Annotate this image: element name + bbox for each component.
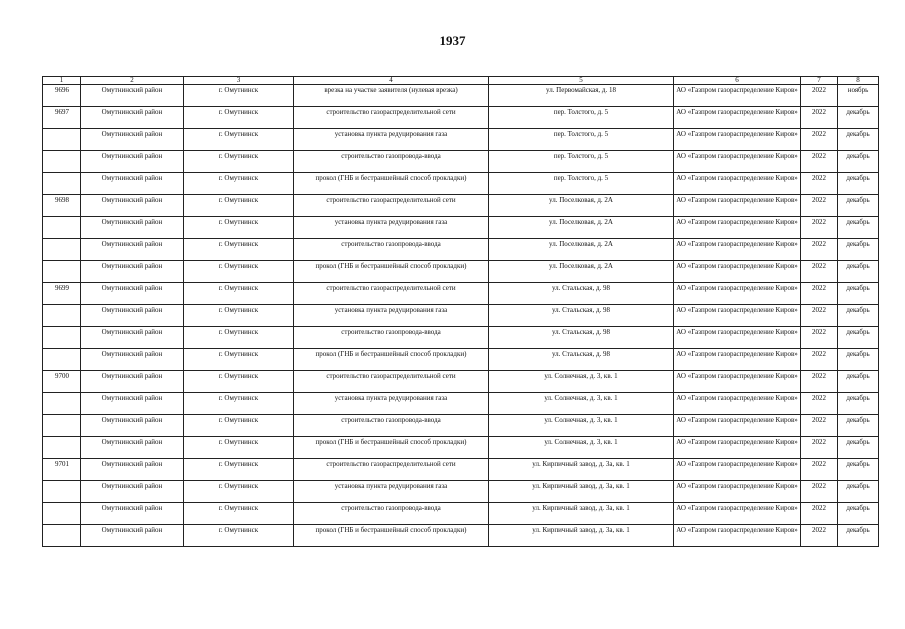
month-cell: декабрь bbox=[838, 503, 879, 525]
organization-cell: АО «Газпром газораспределение Киров» bbox=[674, 305, 801, 327]
row-number-cell: 9700 bbox=[43, 371, 81, 393]
year-cell: 2022 bbox=[801, 415, 838, 437]
table-row bbox=[43, 239, 879, 261]
address-cell: ул. Солнечная, д. 3, кв. 1 bbox=[489, 437, 674, 459]
town-cell: г. Омутнинск bbox=[184, 437, 294, 459]
work-type-cell: строительство газопровода-ввода bbox=[294, 503, 489, 525]
town-cell: г. Омутнинск bbox=[184, 481, 294, 503]
address-cell: ул. Стальская, д. 98 bbox=[489, 283, 674, 305]
organization-cell: АО «Газпром газораспределение Киров» bbox=[674, 525, 801, 547]
row-number-cell: 9697 bbox=[43, 107, 81, 129]
month-cell: декабрь bbox=[838, 525, 879, 547]
table-row bbox=[43, 327, 879, 349]
table-row bbox=[43, 173, 879, 195]
address-cell: ул. Стальская, д. 98 bbox=[489, 305, 674, 327]
row-number-cell bbox=[43, 239, 81, 261]
work-type-cell: строительство газораспределительной сети bbox=[294, 195, 489, 217]
work-type-cell: установка пункта редуцирования газа bbox=[294, 129, 489, 151]
month-cell: декабрь bbox=[838, 415, 879, 437]
year-cell: 2022 bbox=[801, 217, 838, 239]
district-cell: Омутнинский район bbox=[81, 85, 184, 107]
table-row bbox=[43, 415, 879, 437]
address-cell: ул. Солнечная, д. 3, кв. 1 bbox=[489, 393, 674, 415]
organization-cell: АО «Газпром газораспределение Киров» bbox=[674, 173, 801, 195]
town-cell: г. Омутнинск bbox=[184, 525, 294, 547]
organization-cell: АО «Газпром газораспределение Киров» bbox=[674, 503, 801, 525]
district-cell: Омутнинский район bbox=[81, 437, 184, 459]
town-cell: г. Омутнинск bbox=[184, 327, 294, 349]
row-number-cell bbox=[43, 525, 81, 547]
table-row bbox=[43, 371, 879, 393]
header-col-8: 8 bbox=[838, 77, 879, 85]
row-number-cell bbox=[43, 481, 81, 503]
district-cell: Омутнинский район bbox=[81, 305, 184, 327]
district-cell: Омутнинский район bbox=[81, 151, 184, 173]
town-cell: г. Омутнинск bbox=[184, 85, 294, 107]
page-number: 1937 bbox=[439, 33, 466, 48]
organization-cell: АО «Газпром газораспределение Киров» bbox=[674, 481, 801, 503]
table-row bbox=[43, 393, 879, 415]
row-number-cell bbox=[43, 327, 81, 349]
organization-cell: АО «Газпром газораспределение Киров» bbox=[674, 239, 801, 261]
row-number-cell bbox=[43, 503, 81, 525]
organization-cell: АО «Газпром газораспределение Киров» bbox=[674, 85, 801, 107]
address-cell: ул. Поселковая, д. 2А bbox=[489, 261, 674, 283]
address-cell: ул. Кирпичный завод, д. 3а, кв. 1 bbox=[489, 481, 674, 503]
year-cell: 2022 bbox=[801, 437, 838, 459]
works-table bbox=[42, 76, 879, 547]
work-type-cell: строительство газораспределительной сети bbox=[294, 459, 489, 481]
town-cell: г. Омутнинск bbox=[184, 261, 294, 283]
row-number-cell: 9699 bbox=[43, 283, 81, 305]
town-cell: г. Омутнинск bbox=[184, 151, 294, 173]
town-cell: г. Омутнинск bbox=[184, 459, 294, 481]
year-cell: 2022 bbox=[801, 459, 838, 481]
month-cell: декабрь bbox=[838, 437, 879, 459]
district-cell: Омутнинский район bbox=[81, 481, 184, 503]
work-type-cell: установка пункта редуцирования газа bbox=[294, 393, 489, 415]
year-cell: 2022 bbox=[801, 525, 838, 547]
month-cell: декабрь bbox=[838, 305, 879, 327]
town-cell: г. Омутнинск bbox=[184, 305, 294, 327]
year-cell: 2022 bbox=[801, 195, 838, 217]
table-row bbox=[43, 349, 879, 371]
town-cell: г. Омутнинск bbox=[184, 503, 294, 525]
table-row bbox=[43, 261, 879, 283]
address-cell: ул. Солнечная, д. 3, кв. 1 bbox=[489, 415, 674, 437]
district-cell: Омутнинский район bbox=[81, 415, 184, 437]
address-cell: ул. Кирпичный завод, д. 3а, кв. 1 bbox=[489, 503, 674, 525]
year-cell: 2022 bbox=[801, 151, 838, 173]
row-number-cell bbox=[43, 217, 81, 239]
town-cell: г. Омутнинск bbox=[184, 195, 294, 217]
district-cell: Омутнинский район bbox=[81, 503, 184, 525]
month-cell: ноябрь bbox=[838, 85, 879, 107]
table-row bbox=[43, 459, 879, 481]
row-number-cell bbox=[43, 415, 81, 437]
town-cell: г. Омутнинск bbox=[184, 107, 294, 129]
organization-cell: АО «Газпром газораспределение Киров» bbox=[674, 195, 801, 217]
year-cell: 2022 bbox=[801, 481, 838, 503]
header-col-6: 6 bbox=[674, 77, 801, 85]
district-cell: Омутнинский район bbox=[81, 283, 184, 305]
year-cell: 2022 bbox=[801, 305, 838, 327]
address-cell: пер. Толстого, д. 5 bbox=[489, 151, 674, 173]
row-number-cell bbox=[43, 129, 81, 151]
year-cell: 2022 bbox=[801, 107, 838, 129]
month-cell: декабрь bbox=[838, 393, 879, 415]
table-row bbox=[43, 151, 879, 173]
month-cell: декабрь bbox=[838, 239, 879, 261]
address-cell: ул. Поселковая, д. 2А bbox=[489, 217, 674, 239]
year-cell: 2022 bbox=[801, 239, 838, 261]
organization-cell: АО «Газпром газораспределение Киров» bbox=[674, 437, 801, 459]
work-type-cell: установка пункта редуцирования газа bbox=[294, 305, 489, 327]
address-cell: ул. Поселковая, д. 2А bbox=[489, 195, 674, 217]
header-col-5: 5 bbox=[489, 77, 674, 85]
work-type-cell: прокол (ГНБ и бестраншейный способ прокладки) bbox=[294, 261, 489, 283]
town-cell: г. Омутнинск bbox=[184, 349, 294, 371]
header-col-2: 2 bbox=[81, 77, 184, 85]
table-body bbox=[43, 85, 879, 547]
district-cell: Омутнинский район bbox=[81, 107, 184, 129]
district-cell: Омутнинский район bbox=[81, 393, 184, 415]
month-cell: декабрь bbox=[838, 129, 879, 151]
work-type-cell: установка пункта редуцирования газа bbox=[294, 481, 489, 503]
table-row bbox=[43, 525, 879, 547]
table-row bbox=[43, 481, 879, 503]
work-type-cell: строительство газораспределительной сети bbox=[294, 107, 489, 129]
row-number-cell bbox=[43, 305, 81, 327]
work-type-cell: строительство газопровода-ввода bbox=[294, 239, 489, 261]
address-cell: ул. Кирпичный завод, д. 3а, кв. 1 bbox=[489, 525, 674, 547]
address-cell: пер. Толстого, д. 5 bbox=[489, 129, 674, 151]
district-cell: Омутнинский район bbox=[81, 349, 184, 371]
address-cell: пер. Толстого, д. 5 bbox=[489, 173, 674, 195]
row-number-cell bbox=[43, 393, 81, 415]
address-cell: ул. Стальская, д. 98 bbox=[489, 349, 674, 371]
district-cell: Омутнинский район bbox=[81, 129, 184, 151]
month-cell: декабрь bbox=[838, 481, 879, 503]
work-type-cell: строительство газопровода-ввода bbox=[294, 327, 489, 349]
organization-cell: АО «Газпром газораспределение Киров» bbox=[674, 129, 801, 151]
month-cell: декабрь bbox=[838, 371, 879, 393]
district-cell: Омутнинский район bbox=[81, 261, 184, 283]
town-cell: г. Омутнинск bbox=[184, 371, 294, 393]
address-cell: ул. Поселковая, д. 2А bbox=[489, 239, 674, 261]
organization-cell: АО «Газпром газораспределение Киров» bbox=[674, 459, 801, 481]
year-cell: 2022 bbox=[801, 371, 838, 393]
address-cell: пер. Толстого, д. 5 bbox=[489, 107, 674, 129]
month-cell: декабрь bbox=[838, 349, 879, 371]
town-cell: г. Омутнинск bbox=[184, 393, 294, 415]
work-type-cell: прокол (ГНБ и бестраншейный способ прокладки) bbox=[294, 173, 489, 195]
table-row bbox=[43, 217, 879, 239]
table-row bbox=[43, 195, 879, 217]
header-col-3: 3 bbox=[184, 77, 294, 85]
table-row bbox=[43, 283, 879, 305]
work-type-cell: установка пункта редуцирования газа bbox=[294, 217, 489, 239]
header-col-7: 7 bbox=[801, 77, 838, 85]
month-cell: декабрь bbox=[838, 195, 879, 217]
work-type-cell: строительство газораспределительной сети bbox=[294, 283, 489, 305]
organization-cell: АО «Газпром газораспределение Киров» bbox=[674, 415, 801, 437]
row-number-cell bbox=[43, 173, 81, 195]
year-cell: 2022 bbox=[801, 261, 838, 283]
town-cell: г. Омутнинск bbox=[184, 239, 294, 261]
work-type-cell: прокол (ГНБ и бестраншейный способ прокладки) bbox=[294, 437, 489, 459]
district-cell: Омутнинский район bbox=[81, 371, 184, 393]
table-row bbox=[43, 437, 879, 459]
year-cell: 2022 bbox=[801, 327, 838, 349]
district-cell: Омутнинский район bbox=[81, 525, 184, 547]
header-row bbox=[43, 77, 879, 85]
town-cell: г. Омутнинск bbox=[184, 283, 294, 305]
district-cell: Омутнинский район bbox=[81, 239, 184, 261]
district-cell: Омутнинский район bbox=[81, 327, 184, 349]
town-cell: г. Омутнинск bbox=[184, 217, 294, 239]
month-cell: декабрь bbox=[838, 261, 879, 283]
year-cell: 2022 bbox=[801, 85, 838, 107]
district-cell: Омутнинский район bbox=[81, 173, 184, 195]
district-cell: Омутнинский район bbox=[81, 217, 184, 239]
year-cell: 2022 bbox=[801, 283, 838, 305]
organization-cell: АО «Газпром газораспределение Киров» bbox=[674, 217, 801, 239]
month-cell: декабрь bbox=[838, 283, 879, 305]
table-row bbox=[43, 129, 879, 151]
address-cell: ул. Кирпичный завод, д. 3а, кв. 1 bbox=[489, 459, 674, 481]
organization-cell: АО «Газпром газораспределение Киров» bbox=[674, 349, 801, 371]
row-number-cell: 9701 bbox=[43, 459, 81, 481]
address-cell: ул. Стальская, д. 98 bbox=[489, 327, 674, 349]
work-type-cell: прокол (ГНБ и бестраншейный способ прокладки) bbox=[294, 349, 489, 371]
organization-cell: АО «Газпром газораспределение Киров» bbox=[674, 261, 801, 283]
row-number-cell: 9696 bbox=[43, 85, 81, 107]
month-cell: декабрь bbox=[838, 459, 879, 481]
organization-cell: АО «Газпром газораспределение Киров» bbox=[674, 371, 801, 393]
works-table-container bbox=[42, 76, 878, 547]
work-type-cell: строительство газопровода-ввода bbox=[294, 151, 489, 173]
header-col-4: 4 bbox=[294, 77, 489, 85]
month-cell: декабрь bbox=[838, 107, 879, 129]
district-cell: Омутнинский район bbox=[81, 459, 184, 481]
organization-cell: АО «Газпром газораспределение Киров» bbox=[674, 107, 801, 129]
row-number-cell bbox=[43, 261, 81, 283]
year-cell: 2022 bbox=[801, 503, 838, 525]
town-cell: г. Омутнинск bbox=[184, 415, 294, 437]
work-type-cell: прокол (ГНБ и бестраншейный способ прокладки) bbox=[294, 525, 489, 547]
organization-cell: АО «Газпром газораспределение Киров» bbox=[674, 283, 801, 305]
table-row bbox=[43, 305, 879, 327]
year-cell: 2022 bbox=[801, 349, 838, 371]
address-cell: ул. Первомайская, д. 18 bbox=[489, 85, 674, 107]
row-number-cell: 9698 bbox=[43, 195, 81, 217]
organization-cell: АО «Газпром газораспределение Киров» bbox=[674, 327, 801, 349]
month-cell: декабрь bbox=[838, 173, 879, 195]
row-number-cell bbox=[43, 151, 81, 173]
table-row bbox=[43, 107, 879, 129]
row-number-cell bbox=[43, 437, 81, 459]
table-row bbox=[43, 85, 879, 107]
table-row bbox=[43, 503, 879, 525]
month-cell: декабрь bbox=[838, 151, 879, 173]
work-type-cell: строительство газопровода-ввода bbox=[294, 415, 489, 437]
year-cell: 2022 bbox=[801, 393, 838, 415]
organization-cell: АО «Газпром газораспределение Киров» bbox=[674, 393, 801, 415]
organization-cell: АО «Газпром газораспределение Киров» bbox=[674, 151, 801, 173]
month-cell: декабрь bbox=[838, 217, 879, 239]
row-number-cell bbox=[43, 349, 81, 371]
work-type-cell: строительство газораспределительной сети bbox=[294, 371, 489, 393]
town-cell: г. Омутнинск bbox=[184, 129, 294, 151]
work-type-cell: врезка на участке заявителя (нулевая врезка) bbox=[294, 85, 489, 107]
month-cell: декабрь bbox=[838, 327, 879, 349]
district-cell: Омутнинский район bbox=[81, 195, 184, 217]
year-cell: 2022 bbox=[801, 129, 838, 151]
year-cell: 2022 bbox=[801, 173, 838, 195]
town-cell: г. Омутнинск bbox=[184, 173, 294, 195]
address-cell: ул. Солнечная, д. 3, кв. 1 bbox=[489, 371, 674, 393]
header-col-1: 1 bbox=[43, 77, 81, 85]
